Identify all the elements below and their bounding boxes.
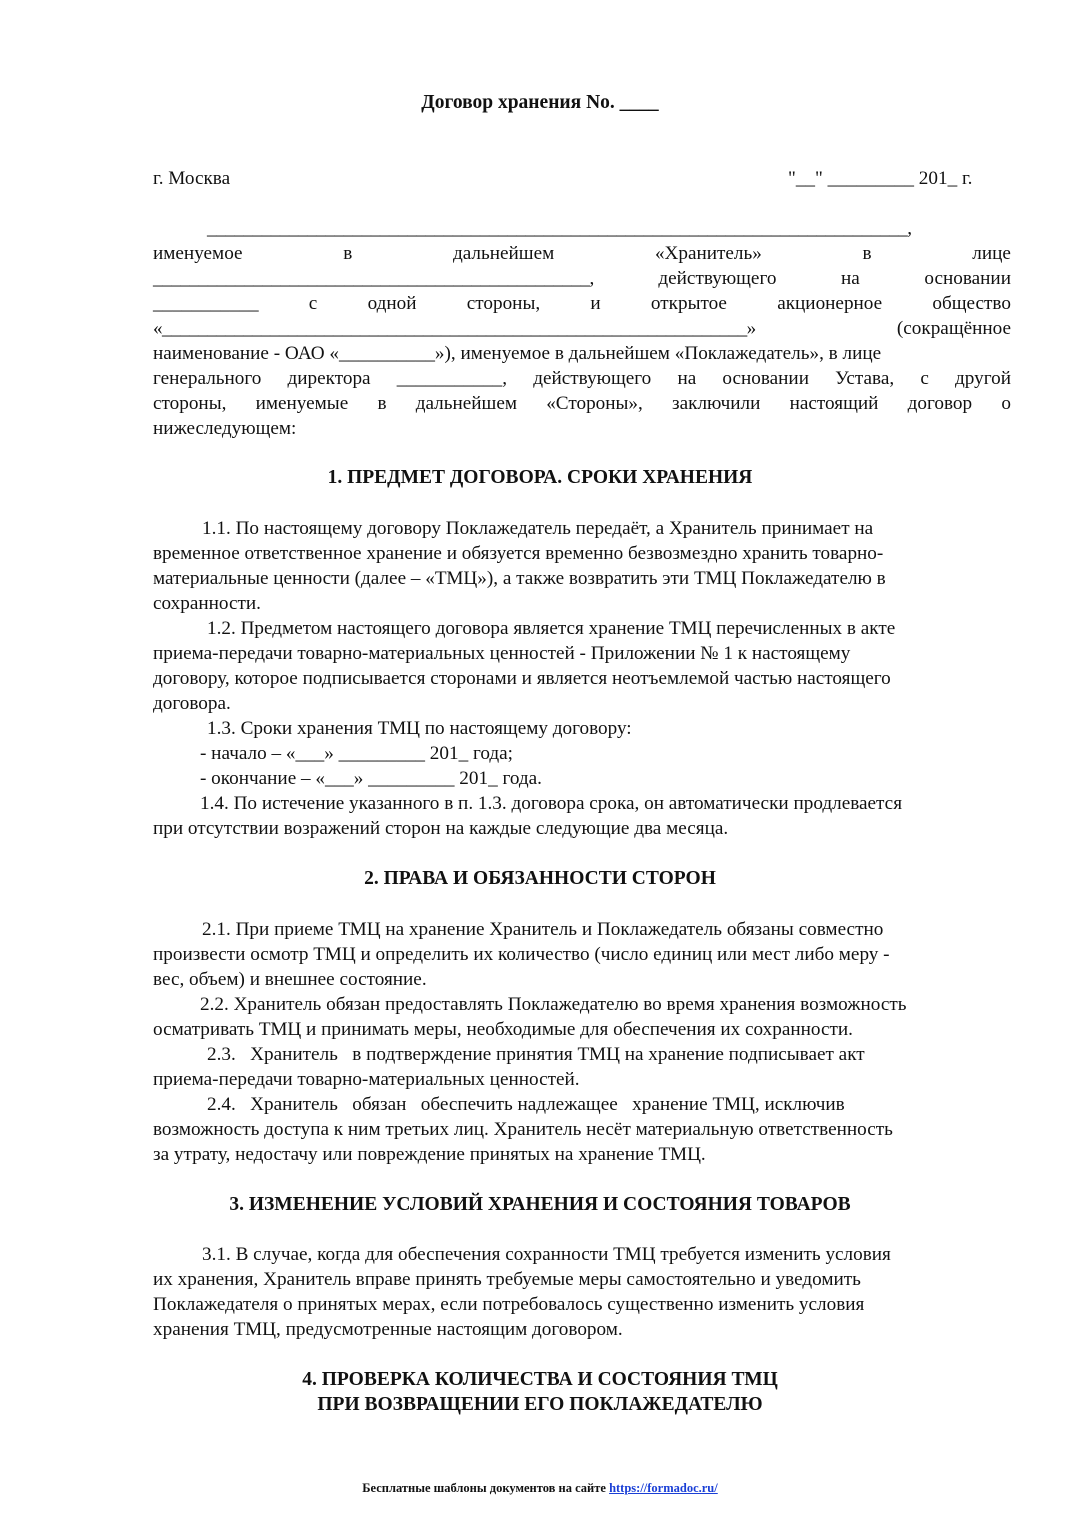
preamble-word: действующего bbox=[658, 268, 777, 289]
footer-link[interactable]: https://formadoc.ru/ bbox=[609, 1481, 718, 1495]
preamble-word: дальнейшем bbox=[452, 243, 555, 264]
preamble-word: с bbox=[920, 368, 929, 389]
preamble-word: «_________________________________________________________________» bbox=[153, 318, 756, 339]
preamble-line-6: наименование - ОАО «__________»), именуемое в дальнейшем «Поклажедатель», в лице bbox=[153, 343, 882, 364]
preamble-word: стороны, bbox=[153, 393, 227, 414]
preamble-word: именуемые bbox=[255, 393, 349, 414]
document-title: Договор хранения No. ____ bbox=[421, 92, 659, 113]
preamble-word: «Хранитель» bbox=[654, 243, 762, 264]
preamble-word: ________________________________________________, bbox=[153, 268, 594, 289]
city-date-row bbox=[153, 166, 1011, 191]
preamble-word: настоящий bbox=[789, 393, 879, 414]
clause-1-3-end: - окончание – «___» _________ 201_ года. bbox=[200, 768, 542, 789]
preamble-word: в bbox=[343, 243, 353, 264]
preamble-line-9: нижеследующем: bbox=[153, 418, 297, 439]
preamble-word: открытое bbox=[650, 293, 727, 314]
clause-3-1-line: хранения ТМЦ, предусмотренные настоящим договором. bbox=[153, 1319, 623, 1340]
preamble-word: «Стороны», bbox=[546, 393, 643, 414]
clause-1-2-line: договора. bbox=[153, 693, 231, 714]
preamble-word: основании bbox=[924, 268, 1011, 289]
preamble-word: именуемое bbox=[153, 243, 243, 264]
preamble-word: ___________ bbox=[153, 293, 259, 314]
clause-3-1-line: Поклажедателя о принятых мерах, если потребовалось существенно изменить условия bbox=[153, 1294, 865, 1315]
clause-2-4-line: за утрату, недостачу или повреждение принятых на хранение ТМЦ. bbox=[153, 1144, 706, 1165]
preamble-word: стороны, bbox=[466, 293, 541, 314]
preamble-word: (сокращённое bbox=[896, 318, 1011, 339]
clause-1-1-line: материальные ценности (далее – «ТМЦ»), а также возвратить эти ТМЦ Поклажедателю в bbox=[153, 568, 886, 589]
preamble-line-3 bbox=[153, 266, 1011, 291]
preamble-word: с bbox=[308, 293, 318, 314]
clause-1-2-line: приема-передачи товарно-материальных ценностей - Приложении № 1 к настоящему bbox=[153, 643, 851, 664]
section-2-heading: 2. ПРАВА И ОБЯЗАННОСТИ СТОРОН bbox=[364, 868, 716, 889]
preamble-word: договор bbox=[907, 393, 973, 414]
preamble-word: акционерное bbox=[777, 293, 883, 314]
preamble-word: одной bbox=[367, 293, 417, 314]
clause-1-4-line: при отсутствии возражений сторон на каждые следующие два месяца. bbox=[153, 818, 729, 839]
preamble-word: директора bbox=[287, 368, 371, 389]
clause-2-1-line: 2.1. При приеме ТМЦ на хранение Хранитель и Поклажедатель обязаны совместно bbox=[202, 919, 884, 940]
preamble-word: на bbox=[841, 268, 860, 289]
clause-2-2-line: осматривать ТМЦ и принимать меры, необходимые для обеспечения их сохранности. bbox=[153, 1019, 853, 1040]
preamble-line-4 bbox=[153, 291, 1011, 316]
preamble-word: основании bbox=[722, 368, 809, 389]
preamble-line-8 bbox=[153, 391, 1011, 416]
preamble-word: о bbox=[1001, 393, 1011, 414]
footer bbox=[0, 1480, 1080, 1496]
preamble-word: общество bbox=[932, 293, 1011, 314]
preamble-word: лице bbox=[972, 243, 1011, 264]
preamble-word: действующего bbox=[533, 368, 652, 389]
clause-1-3-start: - начало – «___» _________ 201_ года; bbox=[200, 743, 514, 764]
footer-text: Бесплатные шаблоны документов на сайте bbox=[362, 1481, 610, 1495]
clause-2-1-line: произвести осмотр ТМЦ и определить их количество (число единиц или мест либо меру - bbox=[153, 944, 890, 965]
preamble-word: дальнейшем bbox=[415, 393, 517, 414]
preamble-word: генерального bbox=[153, 368, 262, 389]
preamble-line-7 bbox=[153, 366, 1011, 391]
clause-1-4-line: 1.4. По истечение указанного в п. 1.3. договора срока, он автоматически продлевается bbox=[200, 793, 903, 814]
preamble-line-5 bbox=[153, 316, 1011, 341]
section-1-heading: 1. ПРЕДМЕТ ДОГОВОРА. СРОКИ ХРАНЕНИЯ bbox=[327, 467, 753, 488]
clause-1-1-line: 1.1. По настоящему договору Поклажедатель передаёт, а Хранитель принимает на bbox=[202, 518, 874, 539]
clause-2-3-line: приема-передачи товарно-материальных ценностей. bbox=[153, 1069, 580, 1090]
clause-2-4-line: 2.4. Хранитель обязан обеспечить надлежащее хранение ТМЦ, исключив bbox=[207, 1094, 845, 1115]
clause-1-1-line: временное ответственное хранение и обязуется временно безвозмездно хранить товарно- bbox=[153, 543, 884, 564]
preamble-word: и bbox=[590, 293, 601, 314]
clause-3-1-line: их хранения, Хранитель вправе принять требуемые меры самостоятельно и уведомить bbox=[153, 1269, 861, 1290]
preamble-word: другой bbox=[955, 368, 1011, 389]
section-4-heading-line-2: ПРИ ВОЗВРАЩЕНИИ ЕГО ПОКЛАЖЕДАТЕЛЮ bbox=[317, 1394, 763, 1415]
date-field: "__" _________ 201_ г. bbox=[788, 168, 973, 189]
section-4-heading-line-1: 4. ПРОВЕРКА КОЛИЧЕСТВА И СОСТОЯНИЯ ТМЦ bbox=[302, 1369, 778, 1390]
preamble-word: заключили bbox=[672, 393, 761, 414]
preamble-word: ___________, bbox=[396, 368, 508, 389]
preamble-word: в bbox=[862, 243, 872, 264]
preamble-word: на bbox=[677, 368, 697, 389]
preamble-line-1: _____________________________________________________________________________, bbox=[207, 218, 912, 239]
city-label: г. Москва bbox=[153, 168, 231, 189]
preamble-line-2 bbox=[153, 241, 1011, 266]
clause-1-2-line: договору, которое подписывается сторонами и является неотъемлемой частью настоящего bbox=[153, 668, 891, 689]
clause-1-3-line: 1.3. Сроки хранения ТМЦ по настоящему договору: bbox=[207, 718, 632, 739]
preamble-word: Устава, bbox=[835, 368, 895, 389]
clause-2-2-line: 2.2. Хранитель обязан предоставлять Поклажедателю во время хранения возможность bbox=[200, 994, 907, 1015]
clause-1-2-line: 1.2. Предметом настоящего договора является хранение ТМЦ перечисленных в акте bbox=[207, 618, 896, 639]
clause-3-1-line: 3.1. В случае, когда для обеспечения сохранности ТМЦ требуется изменить условия bbox=[202, 1244, 891, 1265]
clause-1-1-line: сохранности. bbox=[153, 593, 261, 614]
clause-2-4-line: возможность доступа к ним третьих лиц. Хранитель несёт материальную ответственность bbox=[153, 1119, 893, 1140]
clause-2-3-line: 2.3. Хранитель в подтверждение принятия ТМЦ на хранение подписывает акт bbox=[207, 1044, 865, 1065]
section-3-heading: 3. ИЗМЕНЕНИЕ УСЛОВИЙ ХРАНЕНИЯ И СОСТОЯНИЯ ТОВАРОВ bbox=[229, 1194, 851, 1215]
preamble-word: в bbox=[377, 393, 387, 414]
clause-2-1-line: вес, объем) и внешнее состояние. bbox=[153, 969, 427, 990]
